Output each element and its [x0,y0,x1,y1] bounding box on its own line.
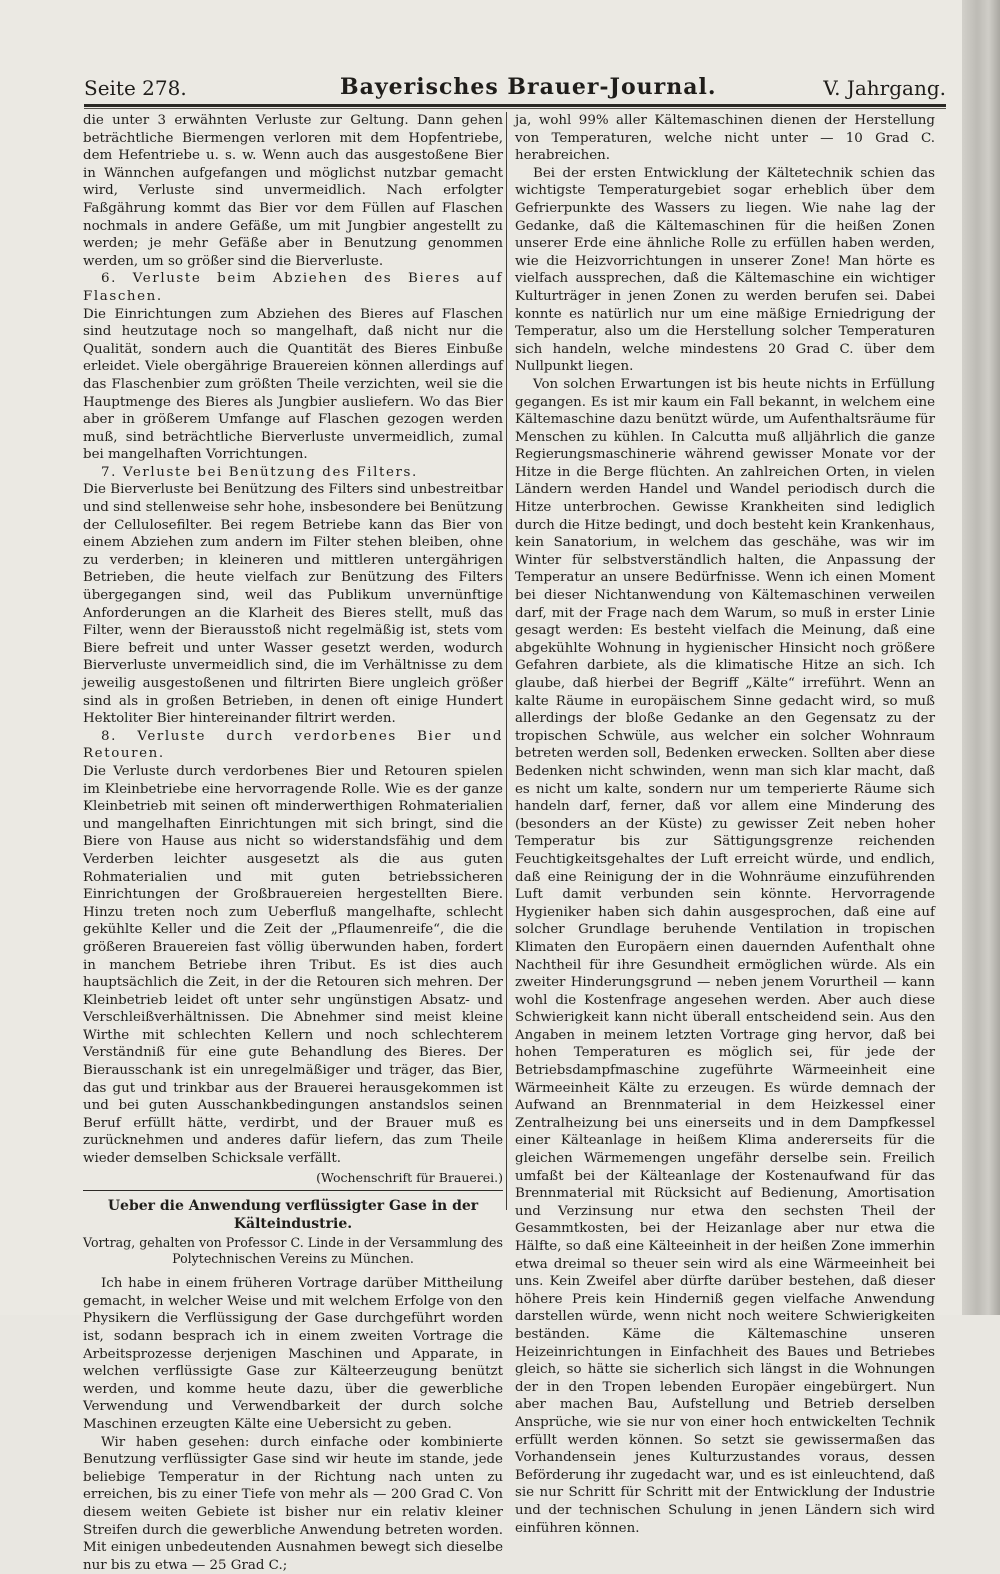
article-subtitle: Vortrag, gehalten von Professor C. Linde in der Versammlung des Polytechnischen Vereins zu München. [83,1235,503,1267]
paragraph: Ich habe in einem früheren Vortrage darüber Mittheilung gemacht, in welcher Weise und mit welchem Erfolge von den Physikern die Verflüssigung der Gase durchgeführt worden ist, sodann besprach ich in einem zweiten Vortrage die Arbeitsprozesse derjenigen Maschinen und Apparate, in welchen verflüssigte Gase zur Kälteerzeugung benützt werden, und komme heute dazu, über die gewerbliche Verwendung und Verwendbarkeit der durch solche Maschinen erzeugten Kälte eine Uebersicht zu geben. [83,1276,503,1432]
page-header [84,74,946,104]
right-column [515,112,935,1537]
column-divider [506,112,507,1210]
paragraph: Die Bierverluste bei Benützung des Filters sind unbestreitbar und sind stellenweise sehr hohe, insbesondere bei Benützung der Cellulosefilter. Bei regem Betriebe kann das Bier von einem Abziehen zum andern im Filter stehen bleiben, ohne zu verderben; in kleineren und mittleren untergährigen Betrieben, die heute vielfach zur Benützung des Filters übergegangen sind, weil das Publikum unvernünftige Anforderungen an die Klarheit des Bieres stellt, muß das Filter, wenn der Bierausstoß nicht regelmäßig ist, stets vom Biere befreit und unter Wasser gesetzt werden, wodurch Bierverluste unvermeidlich sind, die im Verhältnisse zu dem jeweilig ausgestoßenen und filtrirten Biere ungleich größer sind als in großen Betrieben, in denen oft einige Hundert Hektoliter Bier hintereinander filtrirt werden. [83,482,503,727]
section-heading-6: 6. Verluste beim Abziehen des Bieres auf Flaschen. [83,271,503,304]
article-separator [83,1190,503,1191]
paragraph: Von solchen Erwartungen ist bis heute nichts in Erfüllung gegangen. Es ist mir kaum ein Fall bekannt, in welchem eine Kältemaschine dazu benützt würde, um Aufenthaltsräume für Menschen zu kühlen. In Calcutta muß alljährlich die ganze Regierungsmaschinerie während gewisser Monate vor der Hitze in die Berge flüchten. An zahlreichen Orten, in vielen Ländern werden Handel und Wandel periodisch durch die Hitze unterbrochen. Gewisse Krankheiten sind lediglich durch die Hitze bedingt, und doch besteht kein Krankenhaus, kein Sanatorium, in welchem das geschähe, was wir im Winter für selbstverständlich halten, die Anpassung der Temperatur an unsere Bedürfnisse. Wenn ich einen Moment bei dieser Nichtanwendung von Kältemaschinen verweilen darf, mit der Frage nach dem Warum, so muß in erster Linie gesagt werden: Es besteht vielfach die Meinung, daß eine abgekühlte Wohnung in hygienischer Hinsicht noch größere Gefahren darbiete, als die klimatische Hitze an sich. Ich glaube, daß hierbei der Begriff „Kälte“ irreführt. Wenn an kalte Räume in europäischem Sinne gedacht wird, so muß allerdings der bloße Gedanke an den Gegensatz zu der tropischen Schwüle, aus welcher ein solcher Wohnraum betreten werden soll, Bedenken erwecken. Sollten aber diese Bedenken nicht schwinden, wenn man sich klar macht, daß es nicht um kalte, sondern nur um temperierte Räume sich handeln darf, ferner, daß vor allem eine Minderung des (besonders an der Küste) zu gewisser Zeit neben hoher Temperatur bis zur Sättigungsgrenze reichenden Feuchtigkeitsgehaltes der Luft erreicht würde, und endlich, daß eine Reinigung der in die Wohnräume einzuführenden Luft damit verbunden sein könnte. Hervorragende Hygieniker haben sich dahin ausgesprochen, daß eine auf solcher Grundlage beruhende Ventilation in tropischen Klimaten den Europäern einen dauernden Aufenthalt ohne Nachtheil für ihre Gesundheit ermöglichen würde. Als ein zweiter Hinderungsgrund — neben jenem Vorurtheil — kann wohl die Kostenfrage angesehen werden. Aber auch diese Schwierigkeit kann nicht überall entscheidend sein. Aus den Angaben in meinem letzten Vortrage ging hervor, daß bei hohen Temperaturen es möglich sei, für jede der Betriebsdampfmaschine zugeführte Wärmeeinheit eine Wärmeeinheit Kälte zu erzeugen. Es würde demnach der Aufwand an Brennmaterial in dem Heizkessel einer Zentralheizung bei uns einerseits und in dem Dampfkessel einer Kälteanlage in heißem Klima andererseits für die gleichen Wärmemengen ungefähr derselbe sein. Freilich umfaßt bei der Kälteanlage der Kostenaufwand für das Brennmaterial mit Rücksicht auf Bedienung, Amortisation und Verzinsung nur etwa den sechsten Theil der Gesammtkosten, bei der Heizanlage aber nur etwa die Hälfte, so daß eine Kälteeinheit in der heißen Zone immerhin etwa dreimal so theuer sein wird als eine Wärmeeinheit bei uns. Kein Zweifel aber dürfte darüber bestehen, daß dieser höhere Preis kein Hinderniß gegen vielfache Anwendung darstellen würde, wenn nicht noch weitere Schwierigkeiten beständen. Käme die Kältemaschine unseren Heizeinrichtungen in Einfachheit des Baues und Betriebes gleich, so hätte sie sicherlich sich längst in die Wohnungen der in den Tropen lebenden Europäer eingebürgert. Nun aber machen Bau, Aufstellung und Betrieb derselben Ansprüche, wie sie nur von einer hoch entwickelten Technik erfüllt werden können. So setzt sie gewissermaßen das Vorhandensein jenes Kulturzustandes voraus, dessen Beförderung ihr zugedacht war, und es ist einleuchtend, daß sie nur Schritt für Schritt mit der Entwicklung der Industrie und der technischen Schulung in jenen Ländern sich wird einführen können. [515,376,935,1536]
source-citation: (Wochenschrift für Brauerei.) [316,1169,503,1185]
paragraph: ja, wohl 99% aller Kältemaschinen dienen der Herstellung von Temperaturen, welche nicht unter — 10 Grad C. herabreichen. [515,113,935,164]
paragraph: die unter 3 erwähnten Verluste zur Geltung. Dann gehen beträchtliche Biermengen verloren mit dem Hopfentriebe, dem Hefentriebe u. s. w. Wenn auch das ausgestoßene Bier in Wännchen aufgefangen und möglichst nutzbar gemacht wird, Verluste sind unvermeidlich. Nach erfolgter Faßgährung kommt das Bier vor dem Füllen auf Flaschen nochmals in andere Gefäße, um mit Jungbier angestellt zu werden; je mehr Gefäße aber in Benutzung genommen werden, um so größer sind die Bierverluste. [83,113,503,269]
volume-label: V. Jahrgang. [823,76,946,100]
page-number: Seite 278. [84,76,187,100]
journal-title: Bayerisches Brauer-Journal. [340,74,717,100]
section-heading-8: 8. Verluste durch verdorbenes Bier und Retouren. [83,728,503,762]
article-title: Ueber die Anwendung verflüssigter Gase in der Kälteindustrie. [107,1198,479,1233]
section-heading-7: 7. Verluste bei Benützung des Filters. [101,464,418,480]
paragraph: Wir haben gesehen: durch einfache oder kombinierte Benutzung verflüssigter Gase sind wir heute im stande, jede beliebige Temperatur in der Richtung nach unten zu erreichen, bis zu einer Tiefe von mehr als — 200 Grad C. Von diesem weiten Gebiete ist bisher nur ein relativ kleiner Streifen durch die gewerbliche Anwendung betreten worden. Mit einigen unbedeutenden Ausnahmen bewegt sich dieselbe nur bis zu etwa — 25 Grad C.; [83,1434,503,1573]
paragraph: Bei der ersten Entwicklung der Kältetechnik schien das wichtigste Temperaturgebiet sogar erheblich über dem Gefrierpunkte des Wassers zu liegen. Wie nahe lag der Gedanke, daß die Kältemaschinen für die heißen Zonen unserer Erde eine ähnliche Rolle zu erfüllen haben werden, wie die Heizvorrichtungen in unserer Zone! Man hörte es vielfach aussprechen, daß die Kältemaschine ein wichtiger Kulturträger in jenen Zonen zu werden berufen sei. Dabei konnte es natürlich nur um eine mäßige Erniedrigung der Temperatur, also um die Herstellung solcher Temperaturen sich handeln, welche mindestens 20 Grad C. über dem Nullpunkt liegen. [515,165,935,375]
page-edge-shadow [962,0,1000,1315]
paragraph: Die Verluste durch verdorbenes Bier und Retouren spielen im Kleinbetriebe eine hervorragende Rolle. Wie es der ganze Kleinbetrieb mit seinen oft minderwerthigen Rohmaterialien und mangelhaften Einrichtungen mit sich bringt, sind die Biere von Hause aus nicht so widerstandsfähig und dem Verderben leichter ausgesetzt als die aus guten Rohmaterialien und mit guten betriebssicheren Einrichtungen der Großbrauereien hergestellten Biere. Hinzu treten noch zum Ueberfluß mangelhafte, schlecht gekühlte Keller und die Zeit der „Pflaumenreife“, die die größeren Brauereien fast völlig überwunden haben, fordert in manchem Betriebe ihren Tribut. Es ist dies auch hauptsächlich die Zeit, in der die Retouren sich mehren. Der Kleinbetrieb leidet oft unter sehr ungünstigen Absatz- und Verschleißverhältnissen. Die Abnehmer sind meist kleine Wirthe mit schlechten Kellern und noch schlechterem Verständniß für eine gute Behandlung des Bieres. Der Bierausschank ist ein unregelmäßiger und träger, das Bier, das gut und trinkbar aus der Brauerei herausgekommen ist und bei guten Ausschankbedingungen anstandslos seinen Beruf erfüllt hätte, verdirbt, und der Brauer muß es zurücknehmen und anderes dafür liefern, das zum Theile wieder demselben Schicksale verfällt. [83,763,503,1167]
header-rule [84,104,946,107]
header-rule-thin [84,108,946,109]
left-column [83,112,503,1574]
paragraph: Die Einrichtungen zum Abziehen des Bieres auf Flaschen sind heutzutage noch so mangelhaft, daß nicht nur die Qualität, sondern auch die Quantität des Bieres Einbuße erleidet. Viele obergährige Brauereien können allerdings auf das Flaschenbier zum größten Theile verzichten, weil sie die Hauptmenge des Bieres als Jungbier ausliefern. Wo das Bier aber in größerem Umfange auf Flaschen gezogen werden muß, sind beträchtliche Bierverluste unvermeidlich, zumal bei mangelhaften Vorrichtungen. [83,306,503,463]
